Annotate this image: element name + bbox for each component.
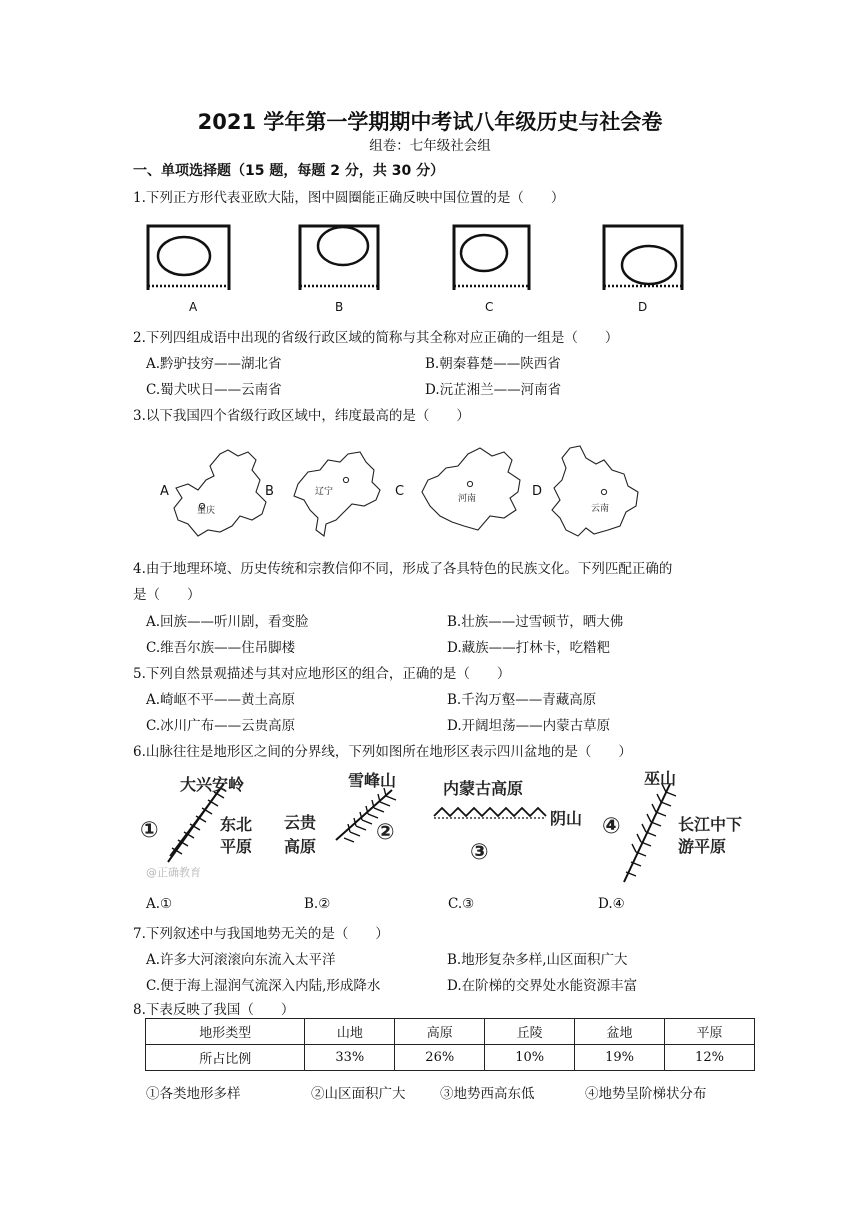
page-subtitle: 组卷：七年级社会组: [369, 138, 491, 154]
china-circle-a: [158, 237, 210, 275]
q3-province-liaoning: 辽宁: [315, 487, 334, 497]
q5-option-a: A.崎岖不平——黄土高原: [146, 692, 296, 708]
fig2-region-line1: 云贵: [284, 813, 317, 832]
terrain-table: [145, 1018, 755, 1071]
q4-option-a: A.回族——听川剧，看变脸: [146, 614, 309, 630]
q3-province-yunnan: 云南: [591, 504, 610, 514]
fig4-mountain-label: 巫山: [644, 769, 677, 788]
option-b-square: [300, 226, 378, 290]
table-row: [146, 1045, 755, 1071]
q8-statement-3: ③地势西高东低: [440, 1086, 535, 1102]
table-header-cell: 地形类型: [146, 1019, 305, 1045]
q7-option-c: C.便于海上湿润气流深入内陆,形成降水: [146, 978, 381, 994]
table-header-cell: 山地: [305, 1019, 395, 1045]
fig1-region-line1: 东北: [220, 815, 253, 834]
q6-option-c: C.③: [448, 896, 475, 912]
china-circle-d: [622, 246, 676, 284]
q6-option-d: D.④: [598, 896, 625, 912]
q4-option-d: D.藏族——打林卡，吃糌粑: [447, 640, 611, 656]
fig3-right-label: 阴山: [550, 809, 583, 828]
mountain-range-4: [624, 784, 676, 882]
question-8-stem: 8.下表反映了我国（ ）: [133, 1002, 295, 1018]
q6-option-a: A.①: [146, 896, 173, 912]
henan-map: [422, 448, 520, 530]
q7-option-b: B.地形复杂多样,山区面积广大: [447, 952, 628, 968]
q2-option-a: A.黔驴技穷——湖北省: [146, 356, 282, 372]
table-header-cell: 高原: [395, 1019, 485, 1045]
question-1-stem: 1.下列正方形代表亚欧大陆，图中圆圈能正确反映中国位置的是（ ）: [133, 190, 565, 206]
mountain-range-3: [434, 808, 546, 818]
option-c-square: [454, 226, 529, 290]
fig3-left-label: 内蒙古高原: [443, 779, 524, 798]
question-5-stem: 5.下列自然景观描述与其对应地形区的组合，正确的是（ ）: [133, 666, 511, 682]
q3-label-a: A: [160, 484, 169, 499]
q2-option-b: B.朝秦暮楚——陕西省: [425, 356, 561, 372]
q8-statement-2: ②山区面积广大: [311, 1086, 406, 1102]
q7-option-a: A.许多大河滚滚向东流入太平洋: [146, 952, 336, 968]
q8-statement-1: ①各类地形多样: [146, 1086, 241, 1102]
question-4-stem-line2: 是（ ）: [133, 587, 201, 603]
question-2-stem: 2.下列四组成语中出现的省级行政区域的简称与其全称对应正确的一组是（ ）: [133, 330, 619, 346]
q4-option-b: B.壮族——过雪顿节，晒大佛: [447, 614, 624, 630]
table-header-cell: 盆地: [575, 1019, 665, 1045]
liaoning-map: [294, 452, 380, 536]
table-cell: 12%: [665, 1045, 755, 1071]
fig1-mountain-label: 大兴安岭: [180, 775, 245, 794]
q5-option-d: D.开阔坦荡——内蒙古草原: [447, 718, 611, 734]
table-cell: 19%: [575, 1045, 665, 1071]
question-6-stem: 6.山脉往往是地形区之间的分界线，下列如图所在地形区表示四川盆地的是（ ）: [133, 744, 632, 760]
q2-option-c: C.蜀犬吠日——云南省: [146, 382, 282, 398]
yunnan-map: [552, 446, 638, 536]
china-circle-c: [461, 235, 507, 271]
fig3-number: ③: [470, 840, 489, 865]
table-header-cell: 丘陵: [485, 1019, 575, 1045]
china-circle-b: [318, 227, 368, 265]
question-3-maps: [168, 440, 658, 550]
fig1-region-line2: 平原: [220, 837, 253, 856]
fig4-region-line2: 游平原: [678, 837, 727, 856]
table-header-cell: 平原: [665, 1019, 755, 1045]
q1-label-d: D: [638, 300, 648, 314]
question-7-stem: 7.下列叙述中与我国地势无关的是（ ）: [133, 926, 389, 942]
q4-option-c: C.维吾尔族——住吊脚楼: [146, 640, 296, 656]
mountain-range-1: [168, 784, 224, 862]
q1-label-a: A: [189, 300, 198, 314]
fig4-number: ④: [602, 814, 621, 839]
fig2-number: ②: [376, 820, 395, 845]
q5-option-b: B.千沟万壑——青藏高原: [447, 692, 597, 708]
table-cell: 10%: [485, 1045, 575, 1071]
table-cell: 26%: [395, 1045, 485, 1071]
table-cell: 33%: [305, 1045, 395, 1071]
q1-label-b: B: [335, 300, 344, 314]
q3-province-henan: 河南: [458, 494, 477, 504]
fig1-number: ①: [140, 818, 159, 843]
option-d-square: [604, 226, 682, 290]
q3-province-chongqing: 重庆: [197, 506, 216, 516]
q6-option-b: B.②: [304, 896, 331, 912]
fig4-region-line1: 长江中下: [678, 815, 743, 834]
question-1-figure: [140, 220, 700, 292]
q3-label-b: B: [265, 484, 274, 499]
table-header-row: [146, 1019, 755, 1045]
q8-statement-4: ④地势呈阶梯状分布: [585, 1086, 707, 1102]
question-4-stem-line1: 4.由于地理环境、历史传统和宗教信仰不同，形成了各具特色的民族文化。下列匹配正确的: [133, 561, 673, 577]
fig2-region-line2: 高原: [284, 837, 317, 856]
option-a-square: [148, 226, 229, 290]
q3-label-c: C: [395, 484, 405, 499]
fig2-mountain-label: 雪峰山: [348, 771, 397, 790]
q5-option-c: C.冰川广布——云贵高原: [146, 718, 296, 734]
chongqing-map: [174, 450, 266, 536]
q2-option-d: D.沅芷湘兰——河南省: [425, 382, 562, 398]
table-cell: 所占比例: [146, 1045, 305, 1071]
q3-label-d: D: [532, 484, 543, 499]
question-3-stem: 3.以下我国四个省级行政区域中，纬度最高的是（ ）: [133, 408, 470, 424]
q7-option-d: D.在阶梯的交界处水能资源丰富: [447, 978, 638, 994]
watermark: @正确教育: [146, 866, 201, 879]
section-heading: 一、单项选择题（15 题，每题 2 分，共 30 分）: [133, 163, 445, 179]
page-title: 2021 学年第一学期期中考试八年级历史与社会卷: [197, 110, 663, 134]
q1-label-c: C: [485, 300, 494, 314]
